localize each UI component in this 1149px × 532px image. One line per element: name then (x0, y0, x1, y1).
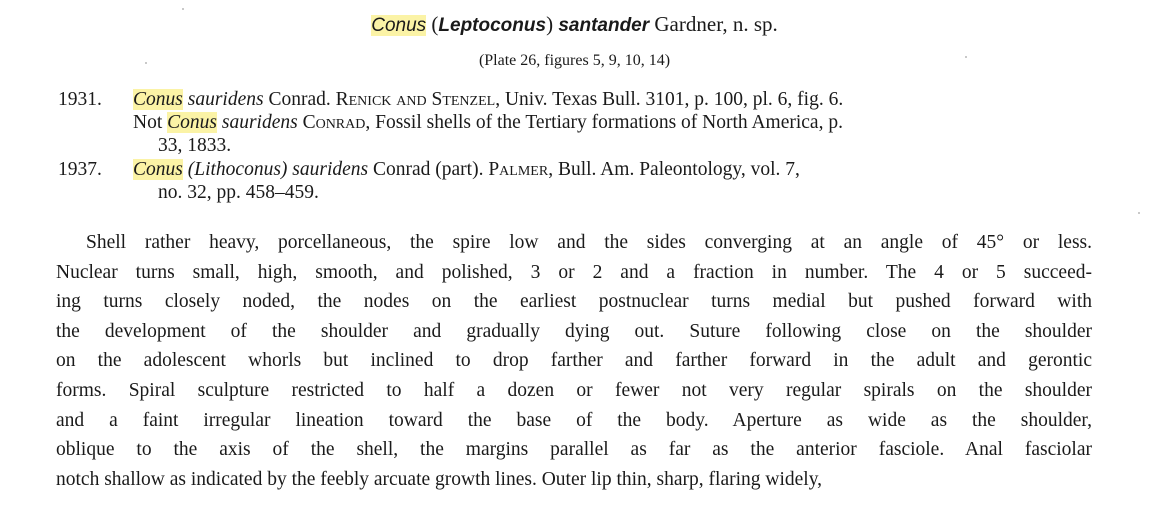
synonymy-author: Conrad (297, 112, 366, 133)
plate-reference: (Plate 26, figures 5, 9, 10, 14) (478, 52, 671, 69)
description-line: ing turns closely noded, the nodes on the earliest postnuclear turns medial but pushed forward with (56, 291, 1092, 313)
description-line: notch shallow as indicated by the feebly arcuate growth lines. Outer lip thin, sharp, flaring widely, (56, 468, 823, 490)
synonymy-line (133, 158, 1098, 181)
synonymy-year: 1937. (58, 159, 102, 180)
heading-genus: Conus (371, 15, 427, 36)
synonymy-text: Not (133, 112, 168, 133)
description-line: the development of the shoulder and gradually dying out. Suture following close on the shoulder (56, 320, 1092, 342)
description-line: Shell rather heavy, porcellaneous, the spire low and the sides converging at an angle of 45° or less. (86, 232, 1092, 253)
scan-speck (182, 8, 184, 10)
synonymy-text: Conrad. (263, 89, 336, 110)
species-heading (0, 10, 1149, 40)
heading-subgenus-close: ) (546, 12, 559, 36)
heading-subgenus-open: ( (426, 12, 439, 36)
synonymy-text: , Univ. Texas Bull. 3101, p. 100, pl. 6, fig. 6. (495, 89, 844, 110)
synonymy-subgenus-species: (Lithoconus) sauridens (182, 159, 369, 180)
description-line: and a faint irregular lineation toward the base of the body. Aperture as wide as the shoulder, (56, 409, 1092, 431)
scan-speck (145, 62, 147, 64)
heading-species: santander (558, 15, 650, 36)
synonymy-genus: Conus (167, 112, 217, 133)
synonymy-genus: Conus (133, 89, 183, 110)
description-line: on the adolescent whorls but inclined to drop farther and farther forward in the adult and gerontic (56, 350, 1092, 372)
description-line: Nuclear turns small, high, smooth, and polished, 3 or 2 and a fraction in number. The 4 or 5 succeed- (56, 261, 1092, 283)
synonymy-text: , Bull. Am. Paleontology, vol. 7, (548, 159, 800, 180)
heading-author: Gardner, n. sp. (649, 12, 778, 36)
synonymy-entry-1931 (58, 88, 1098, 157)
synonymy-species: sauridens (216, 112, 298, 133)
scan-speck (1138, 212, 1140, 214)
synonymy-year: 1931. (58, 89, 102, 110)
heading-subgenus: Leptoconus (438, 15, 547, 36)
description-paragraph (56, 228, 1092, 494)
description-line: oblique to the axis of the shell, the margins parallel as far as the anterior fasciole. Anal fasciolar (56, 439, 1092, 461)
scan-speck (965, 56, 967, 58)
synonymy-entry-1937 (58, 158, 1098, 204)
synonymy-line: 33, 1833. (158, 135, 232, 156)
synonymy-author: Renick and Stenzel (335, 89, 496, 110)
synonymy-text: Conrad (part). (368, 159, 489, 180)
synonymy-genus: Conus (133, 159, 183, 180)
synonymy-species: sauridens (182, 89, 264, 110)
synonymy-line (133, 88, 1098, 111)
synonymy-author: Palmer (488, 159, 549, 180)
synonymy-text: , Fossil shells of the Tertiary formations of North America, p. (365, 112, 843, 133)
description-line: forms. Spiral sculpture restricted to half a dozen or fewer not very regular spirals on the shoulder (56, 379, 1092, 401)
synonymy-line: no. 32, pp. 458–459. (158, 182, 319, 203)
synonymy-line (133, 111, 1098, 134)
